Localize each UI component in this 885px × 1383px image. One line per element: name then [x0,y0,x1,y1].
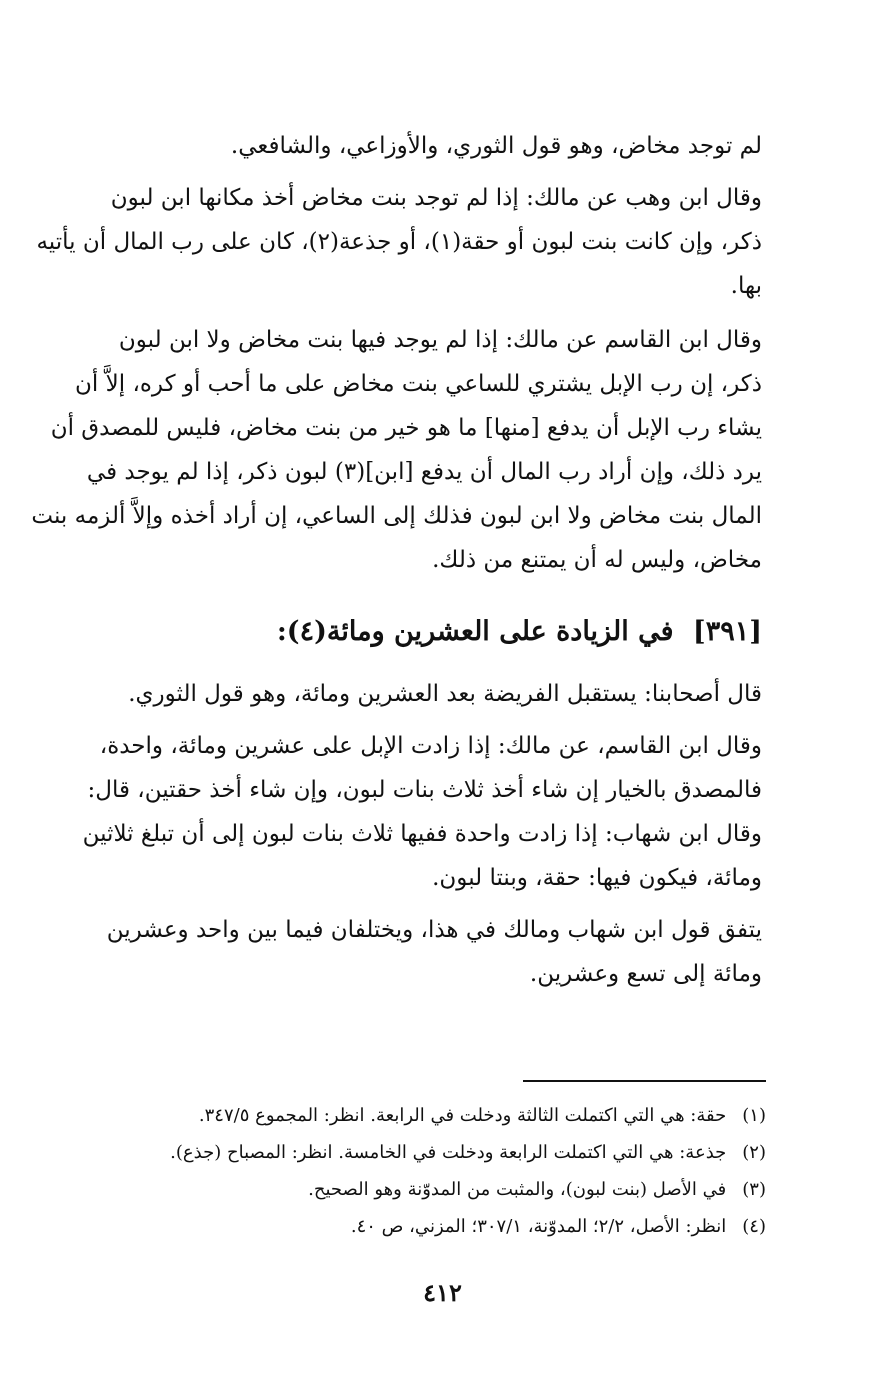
text-line: قال أصحابنا: يستقبل الفريضة بعد العشرين ومائة، وهو قول الثوري. [128,681,762,707]
paragraph-6 [22,908,762,996]
text-line: ومائة إلى تسع وعشرين. [529,961,762,987]
text-line: يتفق قول ابن شهاب ومالك في هذا، ويختلفان فيما بين واحد وعشرين [106,917,762,943]
footnote-1 [22,1097,766,1134]
paragraph-4 [22,672,762,716]
text-line: يرد ذلك، وإن أراد رب المال أن يدفع [ابن](٣) لبون ذكر، إذا لم يوجد في [86,459,762,485]
text-line: يشاء رب الإبل أن يدفع [منها] ما هو خير من بنت مخاض، فليس للمصدق أن [50,415,762,441]
footnote-text: جذعة: هي التي اكتملت الرابعة ودخلت في الخامسة. انظر: المصباح (جذع). [170,1142,727,1163]
section-title: في الزيادة على العشرين ومائة(٤): [276,616,674,647]
main-text-block-1 [22,124,762,582]
text-line: مخاض، وليس له أن يمتنع من ذلك. [432,547,762,573]
text-line: وقال ابن القاسم عن مالك: إذا لم يوجد فيها بنت مخاض ولا ابن لبون [118,327,762,353]
text-line: ذكر، وإن كانت بنت لبون أو حقة(١)، أو جذعة(٢)، كان على رب المال أن يأتيه [36,229,762,255]
text-line: فالمصدق بالخيار إن شاء أخذ ثلاث بنات لبون، وإن شاء أخذ حقتين، قال: [87,777,762,803]
text-line: وقال ابن وهب عن مالك: إذا لم توجد بنت مخاض أخذ مكانها ابن لبون [110,185,762,211]
text-line: ذكر، إن رب الإبل يشتري للساعي بنت مخاض على ما أحب أو كره، إلاَّ أن [75,371,762,397]
text-line: ومائة، فيكون فيها: حقة، وبنتا لبون. [432,865,762,891]
footnote-4 [22,1208,766,1245]
footnote-number: (٤) [742,1216,766,1237]
footnote-text: حقة: هي التي اكتملت الثالثة ودخلت في الرابعة. انظر: المجموع ٣٤٧/٥. [198,1105,727,1126]
text-line: المال بنت مخاض ولا ابن لبون فذلك إلى الساعي، إن أراد أخذه وإلاَّ ألزمه بنت [31,503,762,529]
text-line: بها. [730,273,762,299]
footnote-divider [523,1080,766,1082]
paragraph-1 [22,124,762,168]
section-heading [22,608,762,656]
text-line: وقال ابن القاسم، عن مالك: إذا زادت الإبل على عشرين ومائة، واحدة، [99,733,762,759]
text-line: وقال ابن شهاب: إذا زادت واحدة ففيها ثلاث بنات لبون إلى أن تبلغ ثلاثين [82,821,762,847]
footnotes [22,1097,766,1245]
main-text-block-2 [22,672,762,996]
page-number: ٤١٢ [423,1278,462,1307]
footnote-2 [22,1134,766,1171]
paragraph-2 [22,176,762,308]
footnote-number: (٢) [742,1142,766,1163]
paragraph-3 [22,318,762,582]
footnote-number: (٣) [742,1179,766,1200]
footnote-text: في الأصل (بنت لبون)، والمثبت من المدوّنة وهو الصحيح. [308,1179,727,1200]
section-number: [٣٩١] [692,616,762,647]
footnote-text: انظر: الأصل، ٢/٢؛ المدوّنة، ٣٠٧/١؛ المزني، ص ٤٠. [350,1216,727,1237]
footnote-number: (١) [742,1105,766,1126]
footnote-3 [22,1171,766,1208]
paragraph-5 [22,724,762,900]
text-line: لم توجد مخاض، وهو قول الثوري، والأوزاعي، والشافعي. [230,133,762,159]
